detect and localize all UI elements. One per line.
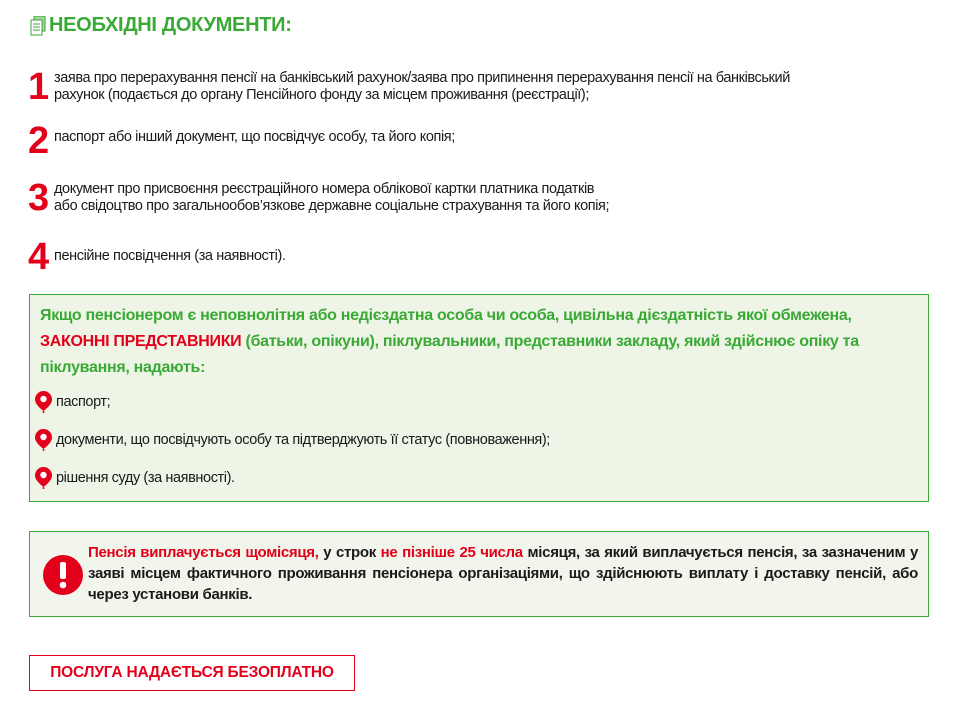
document-item-1: [28, 66, 932, 108]
document-text: пенсійне посвідчення (за наявності).: [54, 248, 286, 264]
representatives-list-item: [35, 467, 235, 489]
location-pin-icon: [35, 467, 52, 489]
document-text: [52, 181, 609, 215]
document-item-2: [28, 120, 932, 162]
document-text-line: заява про перерахування пенсії на банківський рахунок/заява про припинення перерахування пенсії на банківський: [54, 70, 790, 86]
free-service-text: ПОСЛУГА НАДАЄТЬСЯ БЕЗОПЛАТНО: [50, 664, 334, 681]
note-text-part: місяця, за який виплачується пенсія, за зазначеним у заяві місцем фактичного проживання пенсіонера організаціями, що здійснюють виплату і доставку пенсій, або через установи банків.: [88, 544, 918, 603]
item-number: 2: [28, 120, 48, 162]
document-text: [52, 70, 790, 104]
note-text-part: у строк: [318, 544, 381, 561]
documents-icon: [30, 16, 46, 36]
item-number: 4: [28, 236, 48, 278]
heading-text: (батьки, опікуни), піклувальники, представники закладу, який здійснює опіку та піклування, надають:: [40, 333, 859, 376]
list-item-text: документи, що посвідчують особу та підтверджують її статус (повноваження);: [56, 432, 550, 448]
item-number: 3: [28, 177, 48, 219]
payment-note-text: [88, 542, 918, 605]
location-pin-icon: [35, 391, 52, 413]
list-item-text: паспорт;: [56, 394, 111, 410]
exclamation-icon: [42, 554, 84, 596]
location-pin-icon: [35, 429, 52, 451]
representatives-list-item: [35, 391, 110, 413]
title-text: НЕОБХІДНІ ДОКУМЕНТИ:: [49, 14, 292, 36]
document-text-line: рахунок (подається до органу Пенсійного фонду за місцем проживання (реєстрації);: [54, 87, 589, 103]
item-number: 1: [28, 66, 48, 108]
representatives-heading: [40, 303, 916, 381]
legal-representatives-highlight: ЗАКОННІ ПРЕДСТАВНИКИ: [40, 333, 242, 350]
note-highlight: Пенсія виплачується щомісяця,: [88, 544, 319, 561]
heading-text: Якщо пенсіонером є неповнолітня або недієздатна особа чи особа, цивільна дієздатність якої обмежена,: [40, 307, 852, 324]
document-text: паспорт або інший документ, що посвідчує особу, та його копія;: [54, 129, 455, 145]
document-item-3: [28, 177, 932, 219]
note-highlight: не пізніше 25 числа: [380, 544, 523, 561]
representatives-box: [29, 294, 929, 502]
list-item-text: рішення суду (за наявності).: [56, 470, 235, 486]
representatives-list-item: [35, 429, 550, 451]
payment-note-box: [29, 531, 929, 617]
document-text-line: або свідоцтво про загальнообов’язкове державне соціальне страхування та його копія;: [54, 198, 610, 214]
page-title: [30, 14, 292, 37]
document-item-4: [28, 236, 932, 278]
free-service-badge: [29, 655, 355, 691]
document-text-line: документ про присвоєння реєстраційного номера облікової картки платника податків: [54, 181, 595, 197]
